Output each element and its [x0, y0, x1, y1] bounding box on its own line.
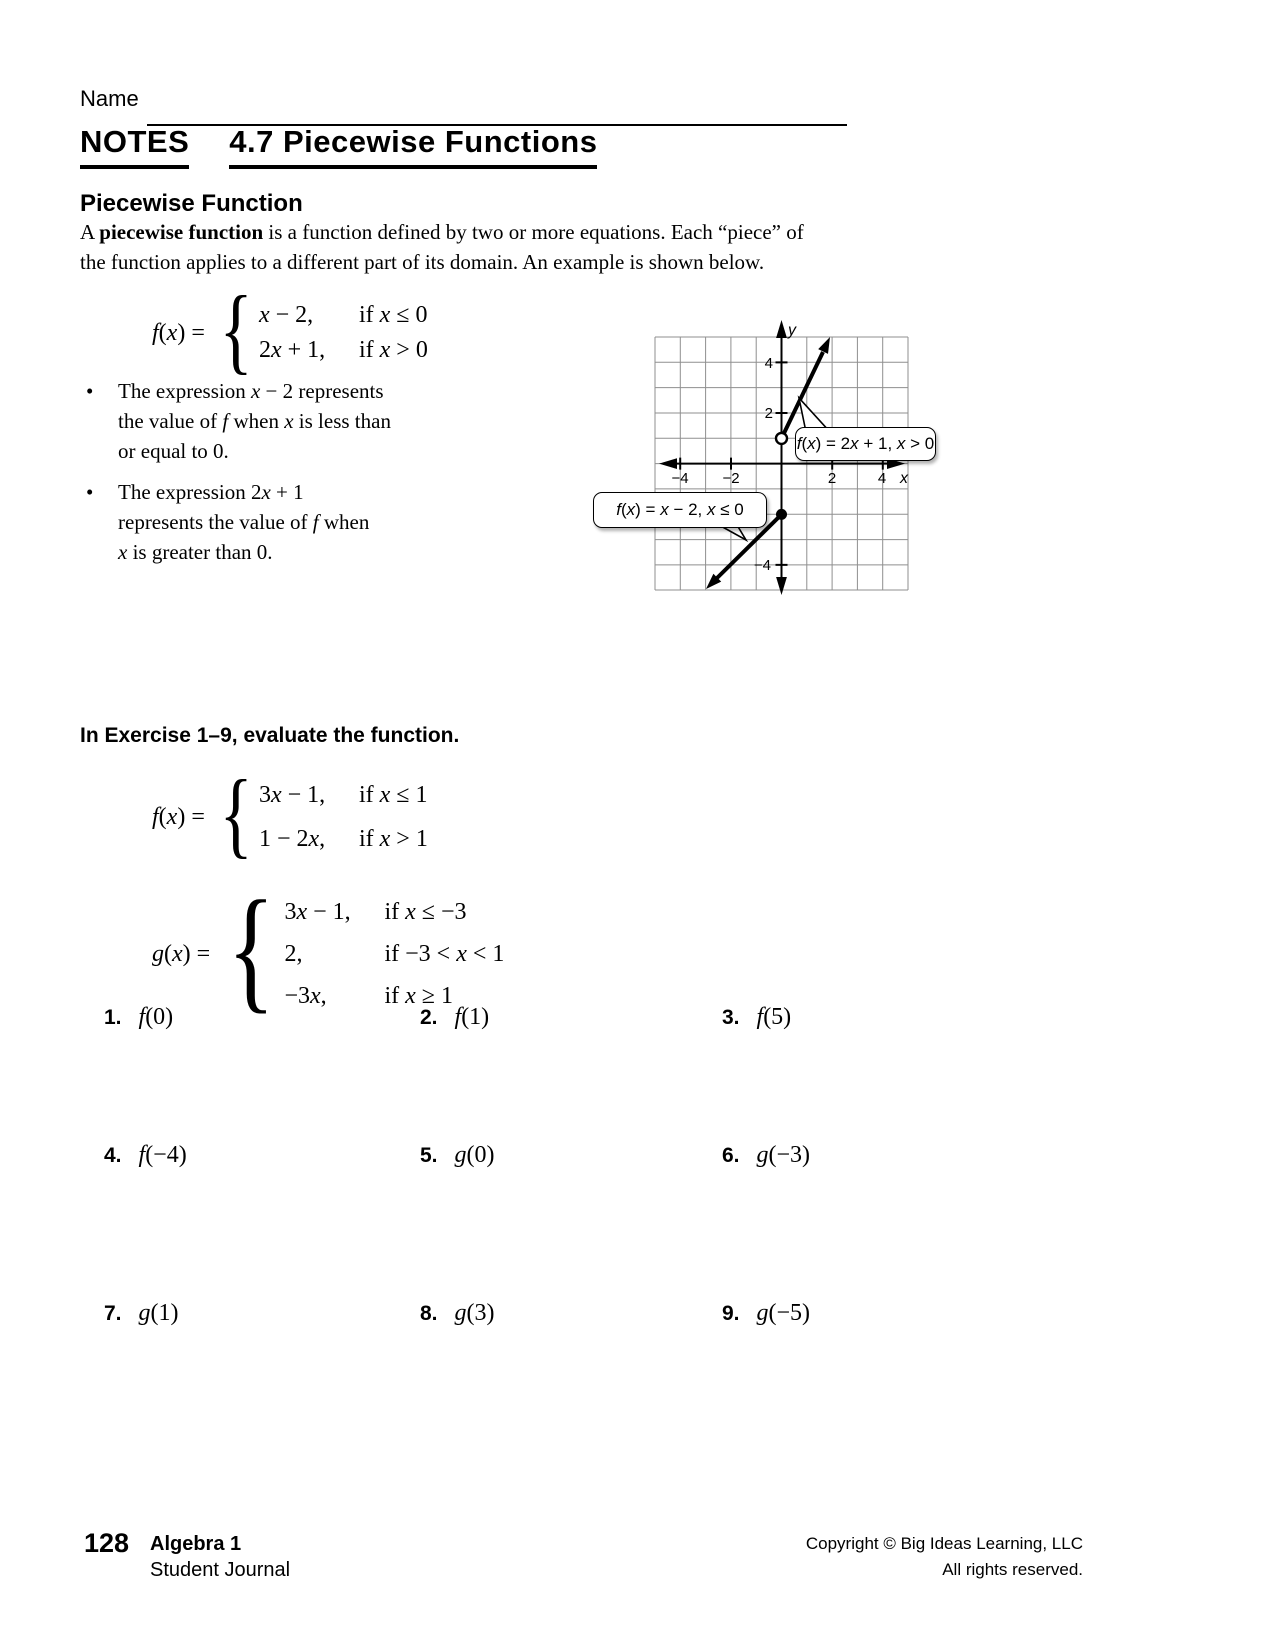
bullet-item: [86, 477, 369, 567]
piece-row: [259, 298, 428, 333]
y-tick-label: 4: [764, 355, 773, 372]
notes-label: NOTES: [80, 124, 189, 169]
exercise-number: 9.: [722, 1302, 740, 1325]
left-brace: {: [219, 276, 253, 383]
bullet-line: The expression 2x + 1: [118, 480, 304, 504]
piece-expression: 3x − 1,: [284, 899, 351, 925]
exercise-item-8: [420, 1300, 495, 1327]
piece-condition: if −3 < x < 1: [384, 941, 505, 967]
function-lhs: g(x) =: [152, 940, 217, 967]
piece-row: [284, 933, 504, 975]
piece-expression: x − 2,: [258, 302, 314, 328]
exercise-number: 8.: [420, 1302, 438, 1325]
x-tick-label: −4: [671, 470, 689, 487]
exercise-expression: g(0): [454, 1142, 495, 1168]
piece-expression: 1 − 2x,: [258, 826, 326, 852]
piece-condition: if x ≥ 1: [384, 983, 453, 1009]
exercise-item-6: [722, 1142, 810, 1169]
x-axis-left-arrow-icon: [659, 458, 677, 469]
exercise-number: 1.: [104, 1006, 122, 1029]
bullet-line: The expression x − 2 represents: [118, 379, 384, 403]
exercise-expression: g(−3): [756, 1142, 811, 1168]
left-brace: {: [227, 872, 276, 1025]
exercise-item-9: [722, 1300, 810, 1327]
exercise-expression: f(−4): [138, 1142, 187, 1168]
piece-expression: 2x + 1,: [258, 337, 326, 363]
intro-paragraph-line1: A piecewise function is a function defined by two or more equations. Each “piece” of: [80, 220, 804, 244]
exercise-item-5: [420, 1142, 495, 1169]
book-subtitle: Student Journal: [150, 1559, 291, 1581]
bullet-line: the value of f when x is less than: [118, 409, 391, 433]
exercise-f-definition: [152, 760, 428, 868]
x-tick-label: 4: [877, 470, 887, 487]
exercise-item-7: [104, 1300, 179, 1327]
exercise-item-4: [104, 1142, 187, 1169]
exercise-item-3: [722, 1004, 791, 1031]
function-lhs: f(x) =: [152, 803, 211, 830]
piece-condition: if x ≤ 1: [358, 782, 428, 808]
exercise-expression: f(1): [454, 1004, 490, 1030]
copyright-line: Copyright © Big Ideas Learning, LLC: [805, 1534, 1083, 1553]
open-endpoint: [776, 433, 787, 444]
x-tick-label: 2: [827, 470, 837, 487]
bullet-line: x is greater than 0.: [118, 540, 273, 564]
left-brace: {: [219, 760, 253, 867]
piecewise-function-graph: [560, 310, 940, 602]
rights-line: All rights reserved.: [942, 1560, 1083, 1579]
y-tick-label: −4: [753, 557, 771, 574]
exercise-expression: g(1): [138, 1300, 179, 1326]
x-axis-label: x: [900, 470, 908, 487]
piece-expression: −3x,: [284, 983, 327, 1009]
bullet-icon: •: [86, 480, 94, 504]
intro-paragraph-line2: the function applies to a different part of its domain. An example is shown below.: [80, 250, 765, 274]
piece-expression: 2,: [284, 941, 303, 967]
name-label: Name: [80, 86, 139, 111]
bullet-icon: •: [86, 379, 94, 403]
exercises-heading: In Exercise 1–9, evaluate the function.: [80, 724, 460, 747]
piece-row: [284, 891, 504, 933]
exercise-item-1: [104, 1004, 173, 1031]
piece-condition: if x ≤ 0: [358, 302, 428, 328]
bullet-item: [86, 376, 391, 466]
exercise-number: 3.: [722, 1006, 740, 1029]
piece-condition: if x > 0: [358, 337, 428, 363]
piece-expression: 3x − 1,: [258, 782, 326, 808]
page-number: 128: [84, 1528, 130, 1558]
bullet-line: represents the value of f when: [118, 510, 370, 534]
y-axis-up-arrow-icon: [776, 320, 787, 338]
x-tick-label: −2: [722, 470, 740, 487]
line-2x-plus-1-arrow-icon: [818, 337, 830, 354]
piece-row: [259, 333, 428, 368]
exercise-number: 5.: [420, 1144, 438, 1167]
piece-condition: if x > 1: [358, 826, 428, 852]
bullet-line: or equal to 0.: [118, 439, 229, 463]
section-heading: Piecewise Function: [80, 190, 303, 217]
exercise-number: 4.: [104, 1144, 122, 1167]
piece-row: [259, 817, 428, 861]
y-tick-label: 2: [764, 405, 773, 422]
book-title: Algebra 1: [150, 1533, 242, 1555]
page-title: [80, 124, 597, 169]
exercise-number: 2.: [420, 1006, 438, 1029]
callout-x-minus-2: f ( x ) = x − 2, x ≤ 0: [593, 492, 767, 528]
piece-condition: if x ≤ −3: [384, 899, 467, 925]
exercise-expression: f(0): [138, 1004, 174, 1030]
exercise-expression: f(5): [756, 1004, 792, 1030]
lesson-title: 4.7 Piecewise Functions: [229, 124, 597, 169]
exercise-item-2: [420, 1004, 489, 1031]
y-axis-label: y: [788, 322, 796, 339]
exercise-number: 7.: [104, 1302, 122, 1325]
exercise-expression: g(−5): [756, 1300, 811, 1326]
piece-row: [259, 773, 428, 817]
closed-endpoint: [776, 509, 787, 520]
exercise-expression: g(3): [454, 1300, 495, 1326]
y-axis-down-arrow-icon: [776, 577, 787, 595]
exercise-number: 6.: [722, 1144, 740, 1167]
example-piecewise-definition: [152, 276, 428, 384]
callout-2x-plus-1: f ( x ) = 2 x + 1, x > 0: [795, 427, 936, 461]
function-lhs: f(x) =: [152, 319, 211, 346]
